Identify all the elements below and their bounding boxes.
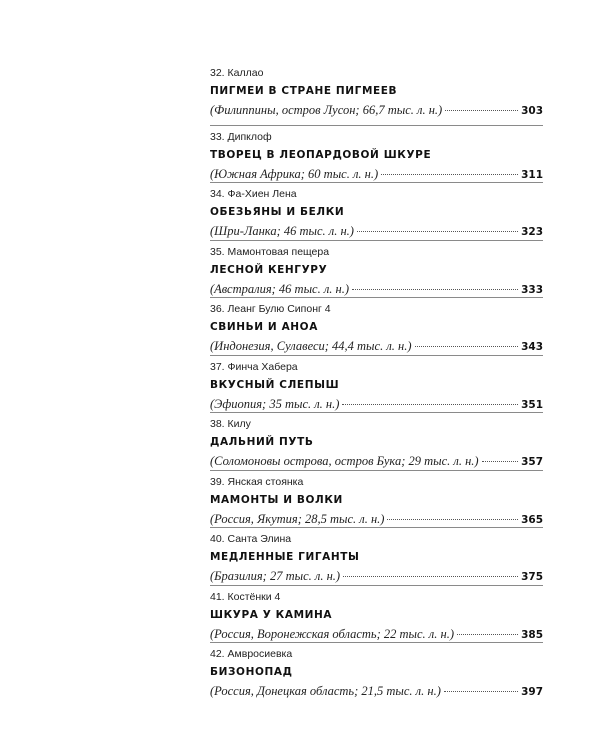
toc-site-name: 36. Леанг Булю Сипонг 4	[210, 303, 331, 315]
dot-leader	[381, 174, 518, 175]
toc-subtitle-row	[210, 166, 543, 182]
toc-page-number: 385	[521, 628, 543, 641]
toc-location-date: (Индонезия, Сулавеси; 44,4 тыс. л. н.)	[210, 339, 412, 353]
toc-subtitle-row	[210, 453, 543, 469]
toc-site-name: 39. Янская стоянка	[210, 475, 304, 488]
toc-location-date: (Эфиопия; 35 тыс. л. н.)	[210, 396, 340, 411]
toc-chapter-title: ВКУСНЫЙ СЛЕПЫШ	[210, 378, 340, 391]
toc-page-number: 351	[521, 398, 543, 411]
toc-location-date: (Южная Африка; 60 тыс. л. н.)	[210, 166, 379, 181]
toc-chapter-title: МАМОНТЫ И ВОЛКИ	[210, 493, 343, 506]
toc-subtitle-row	[210, 626, 543, 642]
toc-site-name: 33. Дипклоф	[210, 130, 272, 143]
toc-page-number: 365	[521, 513, 543, 526]
dot-leader	[444, 691, 518, 692]
toc-chapter-title: СВИНЬИ И АНОА	[210, 321, 318, 333]
toc-subtitle-row	[210, 511, 543, 527]
toc-entry[interactable]	[210, 297, 543, 355]
toc-subtitle-row	[210, 568, 543, 584]
dot-leader	[415, 346, 519, 347]
dot-leader	[445, 110, 518, 111]
toc-chapter-title: ШКУРА У КАМИНА	[210, 608, 333, 621]
dot-leader	[482, 461, 518, 462]
toc-page-number: 303	[521, 105, 543, 117]
toc-location-date: (Филиппины, остров Лусон; 66,7 тыс. л. н.)	[210, 103, 443, 117]
toc-site-name: 35. Мамонтовая пещера	[210, 245, 330, 258]
toc-chapter-title: ТВОРЕЦ В ЛЕОПАРДОВОЙ ШКУРЕ	[210, 148, 432, 161]
toc-entry[interactable]	[210, 182, 543, 240]
toc-entry[interactable]	[210, 470, 543, 528]
dot-leader	[387, 519, 518, 520]
toc-location-date: (Соломоновы острова, остров Бука; 29 тыс. л. н.)	[210, 454, 479, 468]
dot-leader	[342, 404, 518, 405]
toc-subtitle-row	[210, 396, 543, 412]
toc-subtitle-row	[210, 683, 543, 699]
toc-entry[interactable]	[210, 355, 543, 413]
toc-site-name: 38. Килу	[210, 418, 251, 430]
toc-chapter-title: ДАЛЬНИЙ ПУТЬ	[210, 436, 314, 448]
toc-entry[interactable]	[210, 527, 543, 585]
dot-leader	[457, 634, 518, 635]
toc-subtitle-row	[210, 102, 543, 118]
toc-subtitle-row	[210, 223, 543, 239]
toc-page-number: 343	[521, 341, 543, 353]
toc-page-number: 357	[521, 456, 543, 468]
toc-entry[interactable]	[210, 642, 543, 700]
dot-leader	[343, 576, 518, 577]
toc-location-date: (Шри-Ланка; 46 тыс. л. н.)	[210, 224, 354, 238]
dot-leader	[357, 231, 518, 232]
toc-chapter-title: ПИГМЕИ В СТРАНЕ ПИГМЕЕВ	[210, 85, 398, 97]
toc-chapter-title: МЕДЛЕННЫЕ ГИГАНТЫ	[210, 551, 360, 563]
toc-site-name: 42. Амвросиевка	[210, 648, 293, 660]
toc-subtitle-row	[210, 281, 543, 297]
toc-location-date: (Россия, Воронежская область; 22 тыс. л. н.)	[210, 626, 454, 641]
table-of-contents	[210, 67, 543, 700]
toc-page-number: 311	[521, 168, 543, 181]
toc-chapter-title: ЛЕСНОЙ КЕНГУРУ	[210, 263, 328, 276]
toc-subtitle-row	[210, 338, 543, 354]
toc-chapter-title: БИЗОНОПАД	[210, 666, 293, 678]
toc-page-number: 333	[521, 283, 543, 296]
toc-entry[interactable]	[210, 67, 543, 125]
toc-location-date: (Бразилия; 27 тыс. л. н.)	[210, 569, 341, 583]
toc-site-name: 34. Фа-Хиен Лена	[210, 188, 297, 200]
toc-site-name: 32. Каллао	[210, 67, 264, 79]
toc-chapter-title: ОБЕЗЬЯНЫ И БЕЛКИ	[210, 206, 345, 218]
toc-page-number: 397	[521, 686, 543, 698]
toc-entry[interactable]	[210, 240, 543, 298]
toc-site-name: 37. Финча Хабера	[210, 360, 298, 373]
toc-site-name: 41. Костёнки 4	[210, 590, 281, 603]
dot-leader	[352, 289, 518, 290]
toc-location-date: (Австралия; 46 тыс. л. н.)	[210, 281, 350, 296]
toc-entry[interactable]	[210, 125, 543, 183]
toc-page-number: 323	[521, 226, 543, 238]
toc-entry[interactable]	[210, 585, 543, 643]
toc-entry[interactable]	[210, 412, 543, 470]
toc-location-date: (Россия, Донецкая область; 21,5 тыс. л. н.)	[210, 684, 441, 698]
toc-site-name: 40. Санта Элина	[210, 533, 292, 545]
toc-location-date: (Россия, Якутия; 28,5 тыс. л. н.)	[210, 511, 385, 526]
toc-page-number: 375	[521, 571, 543, 583]
